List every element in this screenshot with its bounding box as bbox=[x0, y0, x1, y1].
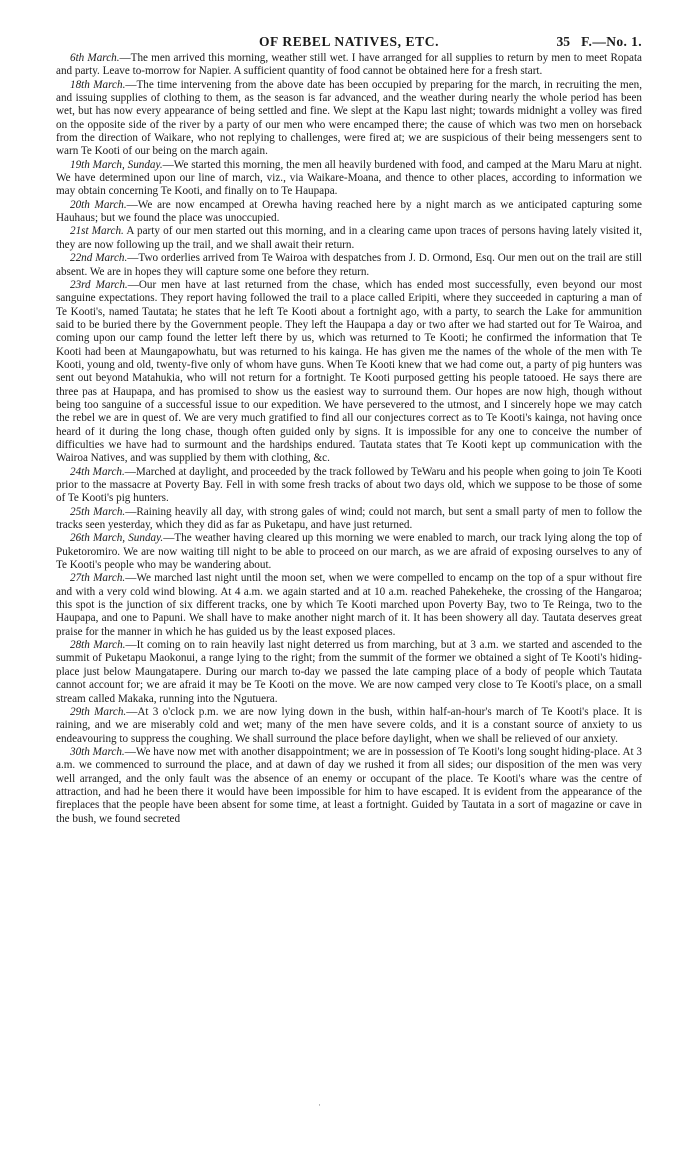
entry-date: 18th March. bbox=[70, 78, 126, 91]
journal-entry bbox=[56, 572, 642, 639]
entry-text: —The weather having cleared up this morning we were enabled to march, our track lying along the top of Puketoromiro. We are now waiting till night to be able to proceed on our march, as we are afraid of exposing ourselves to any of Te Kooti's people who may be wandering about. bbox=[56, 532, 642, 572]
entry-date: 23rd March. bbox=[70, 278, 128, 291]
entry-text: —The men arrived this morning, weather still wet. I have arranged for all supplies to return by men to meet Ropata and party. Leave to-morrow for Napier. A sufficient quantity of food cannot be obtained here for a fresh start. bbox=[56, 52, 643, 78]
entry-date: 21st March. bbox=[70, 225, 124, 238]
entry-date: 30th March. bbox=[70, 745, 125, 758]
entry-text: —Two orderlies arrived from Te Wairoa with despatches from J. D. Ormond, Esq. Our men out on the trail are still absent. We are in hopes they will capture some one before they return. bbox=[56, 252, 642, 278]
journal-body bbox=[56, 52, 642, 826]
journal-entry bbox=[56, 746, 642, 826]
journal-entry bbox=[56, 52, 642, 79]
entry-date: 20th March. bbox=[70, 198, 127, 211]
entry-text: —Marched at daylight, and proceeded by the track followed by TeWaru and his people when going to join Te Kooti prior to the massacre at Poverty Bay. Fell in with some fresh tracks of about two days old, which we suppose to be those of some of Te Kooti's pig hunters. bbox=[56, 465, 642, 505]
entry-text: —We have now met with another disappointment; we are in possession of Te Kooti's long sought hiding-place. At 3 a.m. we commenced to surround the place, and at dawn of day we rushed it from all sides; our disposition of the men was very well arranged, and the only fault was the absence of an enemy or occupant of the place. Te Kooti's whare was the centre of attraction, and had he been there it would have been impossible for him to have escaped. It is evident from the appearance of the fireplaces that the people have been absent for some time, at least a fortnight. Guided by Tautata in a sort of magazine or cave in the bush, we found secreted bbox=[56, 745, 643, 825]
paper-reference: F.—No. 1. bbox=[581, 34, 642, 49]
journal-entry bbox=[56, 159, 642, 199]
entry-text: —We marched last night until the moon set, when we were compelled to encamp on the top of a spur without fire and with a very cold wind blowing. At 4 a.m. we again started and at 10 a.m. reached Pahekeheke, the crossing of the Hangaroa; this spot is the junction of six different tracks, one by which Te Kooti marched upon Poverty Bay, two to Te Reinga, two to the Haupapa, and one to Papuni. We shall have to make another night march of it. It has been showery all day. Tautata deserves great praise for the manner in which he has guided us by the least exposed places. bbox=[56, 572, 642, 638]
entry-text: A party of our men started out this morning, and in a clearing came upon traces of persons having lately visited it, they are now following up the trail, and we shall await their return. bbox=[56, 225, 642, 251]
entry-date: 6th March. bbox=[70, 52, 120, 64]
journal-entry bbox=[56, 252, 642, 279]
journal-entry bbox=[56, 466, 642, 506]
page-number: 35 bbox=[556, 34, 570, 49]
entry-text: —The time intervening from the above date has been occupied by preparing for the march, in recruiting the men, and issuing supplies of clothing to them, as the season is far advanced, and the weather during nearly the whole period has been wet, but has now every appearance of being settled and fine. We slept at the Kapu last night; towards midnight a volley was fired on the opposite side of the river by a party of our men who were encamped there; the cause of which was two men on horseback from the direction of Waikare, who not replying to challenges, were fired at; we are suspicious of their being messengers sent to warn Te Kooti of our being on the march again. bbox=[56, 78, 642, 158]
entry-date: 24th March. bbox=[70, 465, 125, 478]
entry-text: —Raining heavily all day, with strong gales of wind; could not march, but sent a small party of men to follow the tracks seen yesterday, which they did as far as Puketapu, and have just returned. bbox=[56, 505, 642, 532]
entry-date: 25th March. bbox=[70, 505, 126, 518]
journal-entry bbox=[56, 279, 642, 466]
entry-date: 26th March, Sunday. bbox=[70, 532, 164, 545]
entry-date: 28th March. bbox=[70, 639, 126, 652]
journal-entry bbox=[56, 532, 642, 572]
print-mark: · bbox=[318, 1100, 321, 1110]
entry-text: —It coming on to rain heavily last night deterred us from marching, but at 3 a.m. we started and ascended to the summit of Puketapu Maokonui, a range lying to the right; from the summit of the former we obtained a sight of Te Kooti's hiding-place just below Maungatapere. During our march to-day we passed the late camping place of a body of people which Tautata cannot account for; we are afraid it may be Te Kooti on the move. We are now camped very close to Te Kooti's place, on a small stream called Makaka, running into the Ngutuera. bbox=[56, 639, 643, 705]
entry-date: 22nd March. bbox=[70, 252, 128, 265]
entry-date: 29th March. bbox=[70, 705, 127, 718]
journal-entry bbox=[56, 639, 642, 706]
journal-entry bbox=[56, 79, 642, 159]
entry-date: 27th March. bbox=[70, 572, 126, 585]
journal-entry bbox=[56, 199, 642, 226]
entry-text: —We started this morning, the men all heavily burdened with food, and camped at the Maru Maru at night. We have determined upon our line of march, viz., via Waikare-Moana, and thence to other places, according to information we may obtain concerning Te Kooti, and finally on to Te Haupapa. bbox=[56, 158, 642, 198]
journal-entry bbox=[56, 706, 642, 746]
journal-entry bbox=[56, 225, 642, 252]
page-header bbox=[56, 0, 642, 52]
journal-entry bbox=[56, 506, 642, 533]
entry-text: —At 3 o'clock p.m. we are now lying down in the bush, within half-an-hour's march of Te Kooti's place. It is raining, and we are miserably cold and wet; many of the men have severe colds, and it is a constant source of anxiety to us endeavouring to suppress the coughing. We shall surround the place before daylight, when we shall be relieved of our anxiety. bbox=[56, 705, 642, 745]
entry-text: —We are now encamped at Orewha having reached here by a night march as we anticipated capturing some Hauhaus; but we found the place was unoccupied. bbox=[56, 198, 643, 225]
entry-date: 19th March, Sunday. bbox=[70, 158, 163, 171]
running-title: OF REBEL NATIVES, ETC. bbox=[258, 34, 440, 49]
entry-text: —Our men have at last returned from the chase, which has ended most successfully, even beyond our most sanguine expectations. They report having followed the trail to a place called Eripiti, where they succeeded in capturing a man of Te Kooti's, named Tautata; he states that he left Te Kooti about a fortnight ago, with a party, to search the Lake for ammunition said to be buried there by the Government people. They left the Haupapa a day or two after we had started out for Te Wairoa, and coming upon our camp found the letter left there by us, which was returned to Te Kooti; he confirmed the information that Te Kooti had been at Maungapowhatu, but was returned to his kainga. He has given me the names of the whole of the men with Te Kooti, young and old, twenty-five only of whom have guns. When Te Kooti knew that we had come out, a party of pig hunters was sent out beyond Matahukia, who will not return for a fortnight. Te Kooti purposed getting his people tatooed. He says there are three pas at Haupapa, and has promised to show us the easiest way to surround them. Our hopes are now high, though without being too sanguine of a successful issue to our expedition. We have persevered to the utmost, and I sincerely hope we may catch the rebel we are in quest of. We are very much gratified to find all our conjectures correct as to Te Kooti's kainga, not having once heard of it during the long chase, though often guided only by signs. It is impossible for any one to conceive the number of difficulties we have had to surmount and the hardships endured. Tautata states that Te Kooti kept up communication with the Wairoa Natives, and was supplied by them with clothing, &c. bbox=[56, 278, 642, 465]
